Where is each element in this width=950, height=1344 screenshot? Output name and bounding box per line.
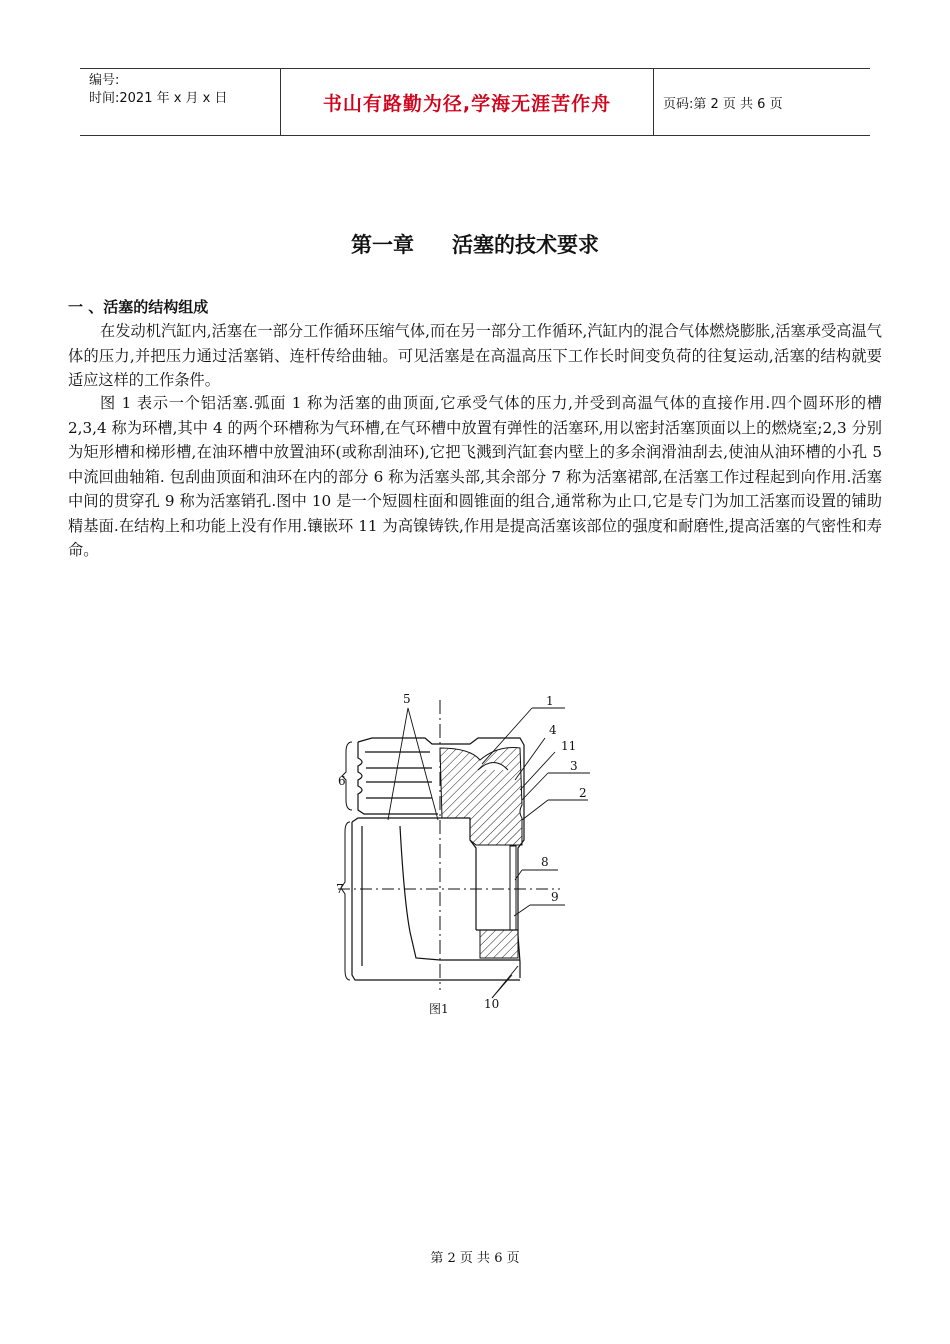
piston-figure [330, 690, 590, 1020]
label-8: 8 [541, 855, 549, 869]
label-5: 5 [403, 692, 411, 706]
callout-labels [336, 692, 587, 1011]
label-7: 7 [336, 882, 344, 896]
paragraph-2: 图 1 表示一个铝活塞.弧面 1 称为活塞的曲顶面,它承受气体的压力,并受到高温气体的直接作用.四个圆环形的槽 2,3,4 称为环槽,其中 4 的两个环槽称为气环槽,在气环槽中放置有弹性的活塞环,用以密封活塞顶面以上的燃烧室;2,3 分别为矩形槽和梯形槽,在油环槽中放置油环(或称刮油环),它把飞溅到汽缸套内壁上的多余润滑油刮去,使油从油环槽的小孔 5 中流回曲轴箱. 包刮曲顶面和油环在内的部分 6 称为活塞头部,其余部分 7 称为活塞裙部,在活塞工作过程起到向作用.活塞中间的贯穿孔 9 称为活塞销孔.图中 10 是一个短圆柱面和圆锥面的组合,通常称为止口,它是专门为加工活塞而设置的铺助精基面.在结构上和功能上没有作用.镶嵌环 11 为高镍铸铁,作用是提高活塞该部位的强度和耐磨性,提高活塞的气密性和寿命。 [68, 394, 882, 559]
label-10: 10 [484, 997, 500, 1011]
number-label: 编号: [89, 73, 120, 88]
header-table [80, 68, 870, 136]
section-heading: 一 、活塞的结构组成 [68, 298, 209, 316]
paragraph-1: 在发动机汽缸内,活塞在一部分工作循环压缩气体,而在另一部分工作循环,汽缸内的混合气体燃烧膨胀,活塞承受高温气体的压力,并把压力通过活塞销、连杆传给曲轴。可见活塞是在高温高压下工作长时间变负荷的往复运动,活塞的结构就要适应这样的工作条件。 [68, 322, 882, 389]
hatched-boss-section [480, 930, 518, 958]
chapter-number: 第一章 [351, 233, 414, 257]
header-meta-cell [80, 69, 281, 135]
motto: 书山有路勤为径,学海无涯苦作舟 [281, 69, 654, 135]
label-2: 2 [579, 786, 587, 800]
pin-bore [510, 846, 516, 930]
figure-caption: 图1 [429, 1002, 449, 1016]
label-1: 1 [546, 694, 554, 708]
chapter-title [0, 229, 950, 259]
page-label: 页码:第 2 页 共 6 页 [663, 96, 783, 112]
page-footer: 第 2 页 共 6 页 [430, 1251, 520, 1266]
label-11: 11 [561, 739, 577, 753]
label-9: 9 [551, 890, 559, 904]
label-3: 3 [570, 759, 578, 773]
chapter-name: 活塞的技术要求 [452, 233, 599, 257]
brace-7 [341, 822, 350, 980]
label-6: 6 [338, 774, 346, 788]
hatched-head-section [440, 748, 522, 846]
time-label: 时间:2021 年 x 月 x 日 [89, 91, 228, 106]
label-4: 4 [549, 723, 557, 737]
